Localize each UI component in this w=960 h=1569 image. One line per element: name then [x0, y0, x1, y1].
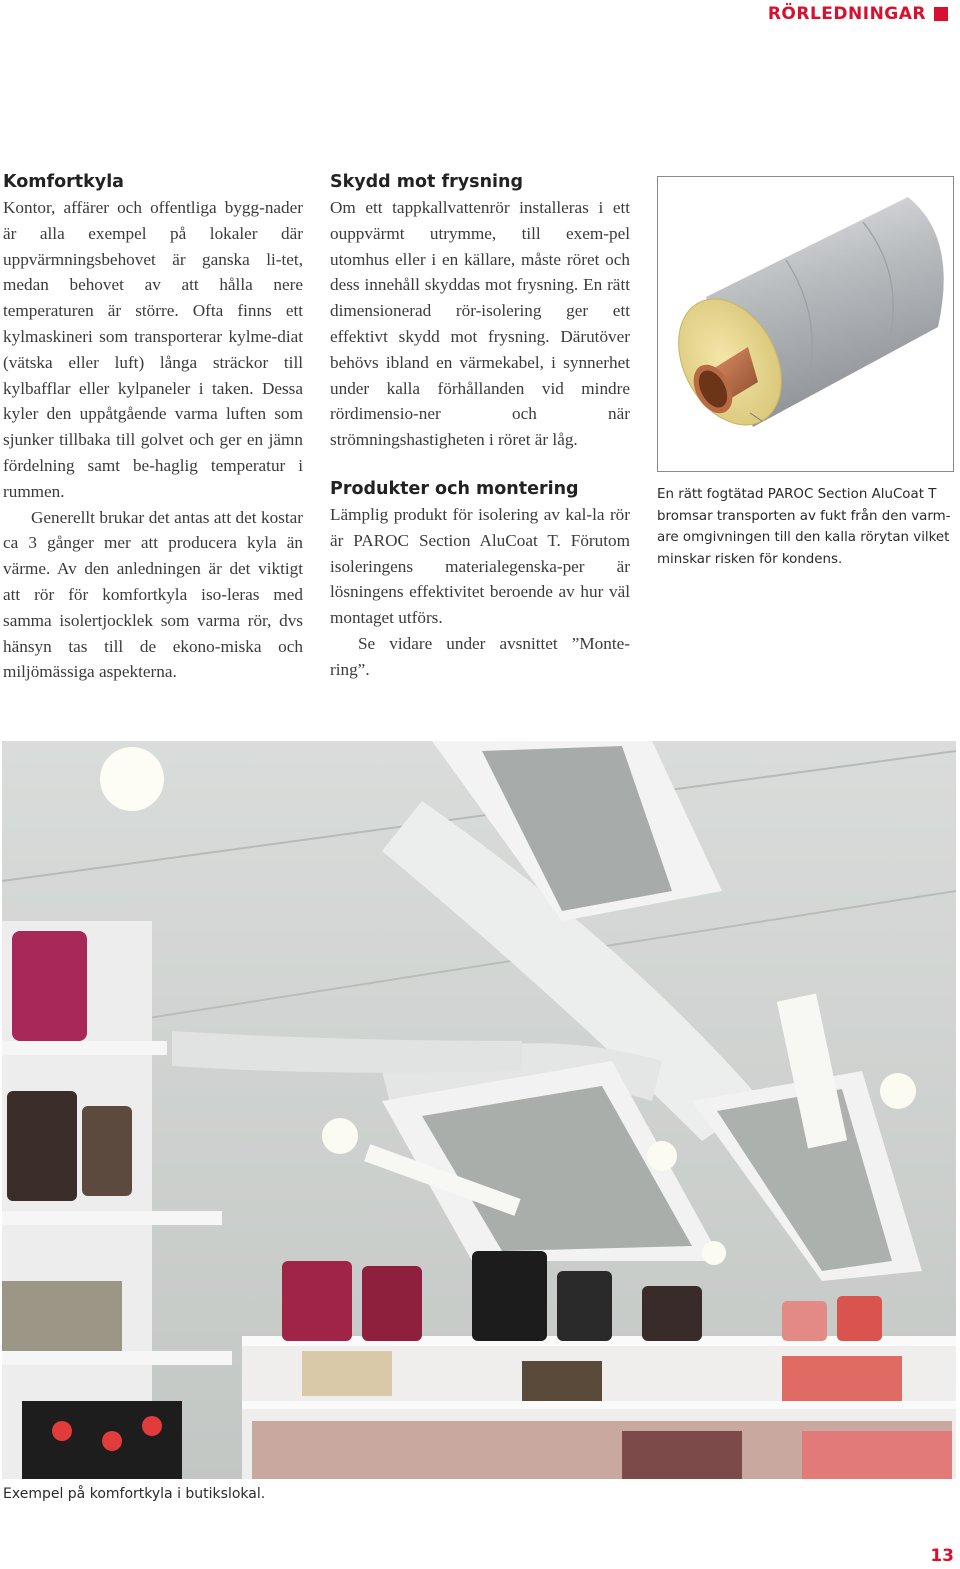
- paragraph-frysning: Om ett tappkallvattenrör installeras i ett ouppvärmt utrymme, till exem-pel utomhus eller i en källare, måste röret och dess innehåll skyddas mot frysning. En rätt dimensionerad rör-isolering ger ett effektivt skydd mot frysning. Därutöver behövs ibland en värmekabel, i synnerhet under kalla förhållanden vid mindre rördimensio-ner och när strömningshastigheten i röret är låg.: [330, 198, 630, 450]
- photo-caption: Exempel på komfortkyla i butikslokal.: [3, 1486, 266, 1502]
- column-komfortkyla: [3, 170, 303, 685]
- heading-komfortkyla: Komfortkyla: [3, 172, 124, 192]
- paragraph-produkter-1: Lämplig produkt för isolering av kal-la rör är PAROC Section AluCoat T. Förutom isoleringens materialegenska-per är lösningens effektivitet beroende av hur väl montaget utförs.: [330, 504, 630, 628]
- paragraph-produkter-2: Se vidare under avsnittet ”Monte-ring”.: [330, 633, 630, 679]
- section-marker-square: [934, 7, 948, 21]
- column-frysning: [330, 170, 630, 683]
- store-interior-illustration: [2, 741, 956, 1479]
- page-number: 13: [930, 1546, 954, 1566]
- insulated-pipe-image: [657, 176, 954, 472]
- heading-produkter-och-montering: Produkter och montering: [330, 478, 579, 499]
- paragraph-komfortkyla-1: Kontor, affärer och offentliga bygg-nader är alla exempel på lokaler där uppvärmningsbehovet är ganska li-tet, medan behovet av att hålla nere temperaturen är större. Ofta finns ett kylmaskineri som transporterar kylme-diat (vätska eller luft) långa sträckor till kylbafflar eller kylpaneler i taken. Dessa kyler den uppåtgående varma luften som sjunker tillbaka till golvet och ger en jämn fördelning samt be-haglig temperatur i rummen.: [3, 198, 303, 501]
- page-header: [768, 2, 960, 26]
- insulated-pipe-illustration: [658, 177, 952, 470]
- section-label: RÖRLEDNINGAR: [767, 4, 926, 24]
- store-interior-photo: [2, 741, 956, 1479]
- heading-skydd-mot-frysning: Skydd mot frysning: [330, 172, 524, 192]
- paragraph-komfortkyla-2: Generellt brukar det antas att det kostar ca 3 gånger mer att producera kyla än värme. Av den anledningen är det viktigt att rör för komfortkyla iso-leras med samma isolertjocklek som varma rör, dvs hänsyn tas till de ekono-miska och miljömässiga aspekterna.: [3, 507, 303, 682]
- pipe-image-caption: En rätt fogtätad PAROC Section AluCoat T bromsar transporten av fukt från den varm-are omgivningen till den kalla rörytan vilket minskar risken för kondens.: [657, 487, 951, 567]
